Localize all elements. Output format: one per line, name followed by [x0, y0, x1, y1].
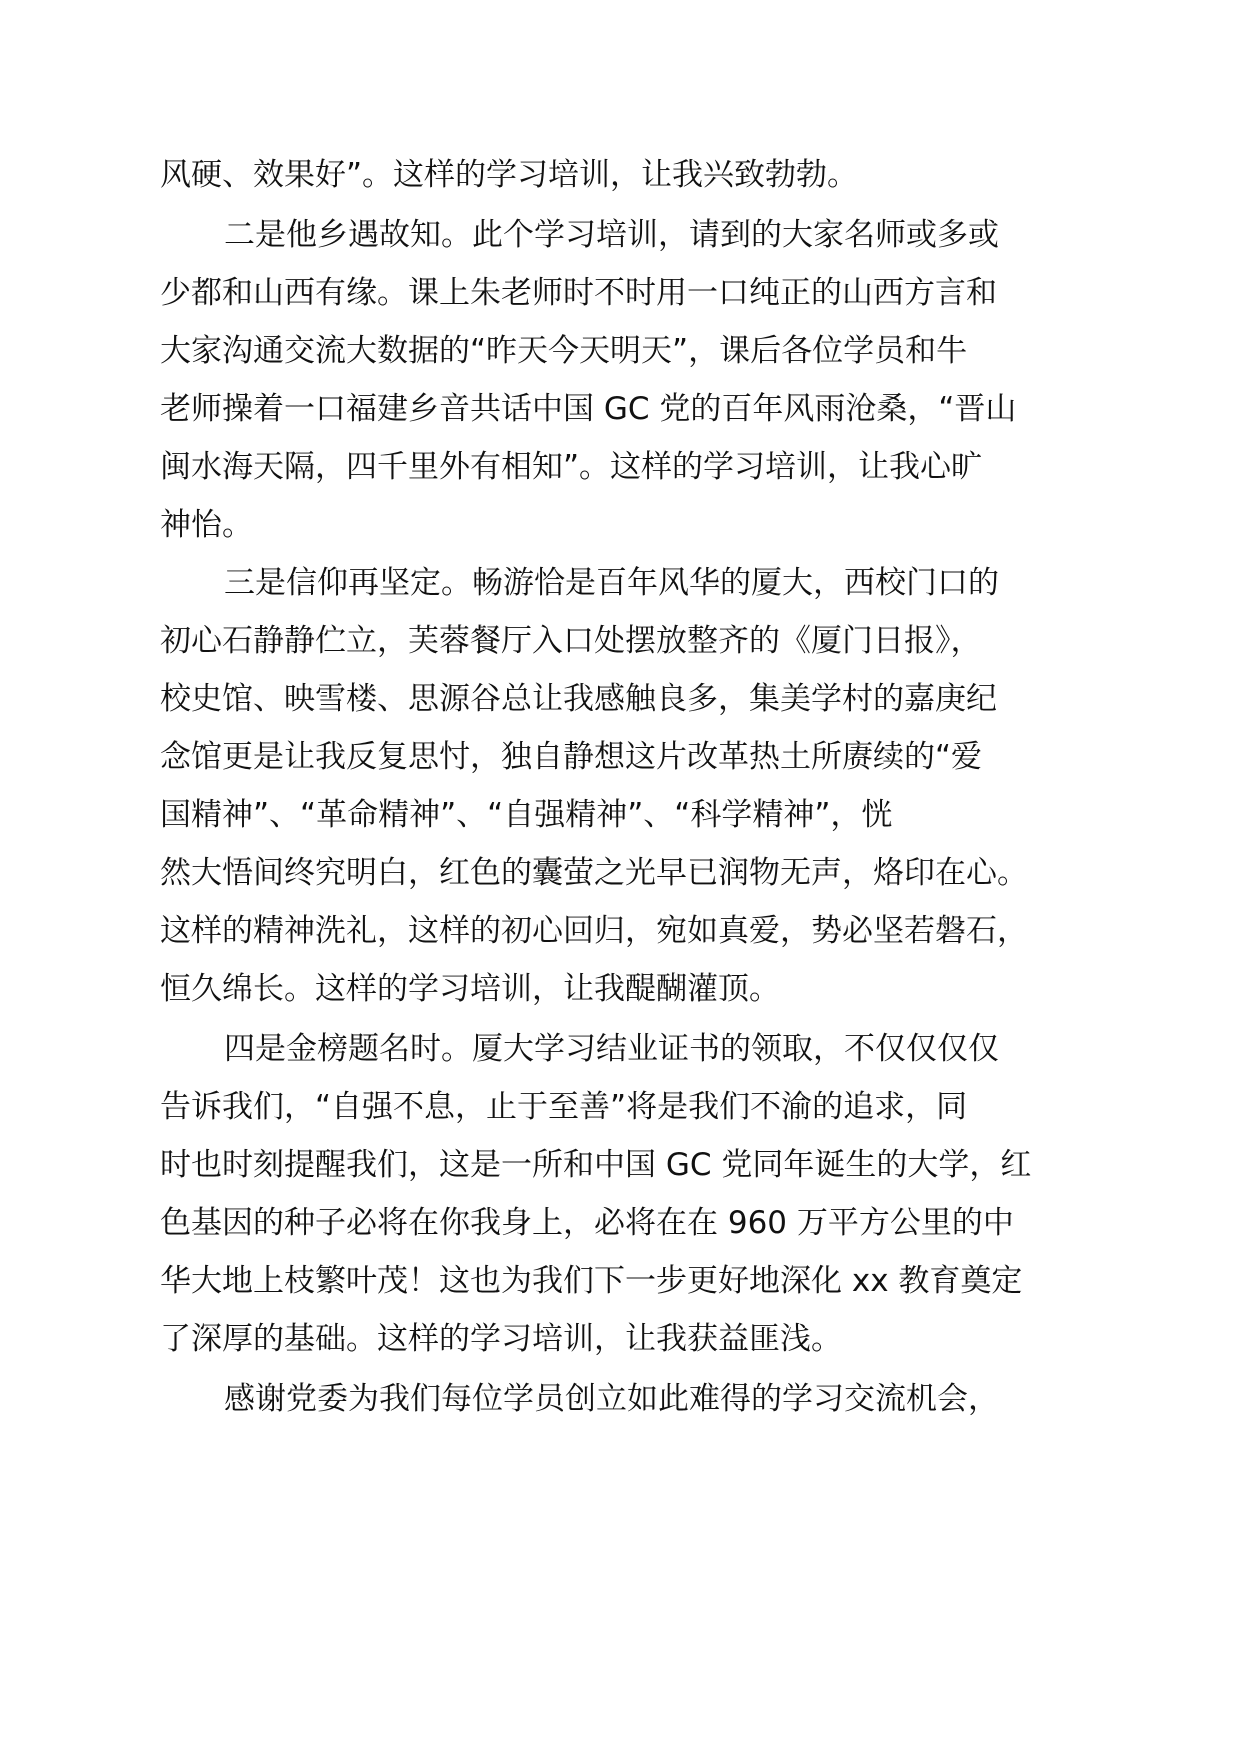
text-line: 色基因的种子必将在你我身上，必将在在 960 万平方公里的中 [160, 1205, 1014, 1241]
text-line: 了深厚的基础。这样的学习培训，让我获益匪浅。 [160, 1321, 842, 1357]
paragraph-start-line: 感谢党委为我们每位学员创立如此难得的学习交流机会， [224, 1381, 999, 1417]
text-line: 大家沟通交流大数据的“昨天今天明天”，课后各位学员和牛 [160, 333, 968, 369]
text-line: 初心石静静伫立，芙蓉餐厅入口处摆放整齐的《厦门日报》， [160, 623, 982, 659]
text-line: 时也时刻提醒我们，这是一所和中国 GC 党同年诞生的大学，红 [160, 1147, 1032, 1183]
text-line: 校史馆、映雪楼、思源谷总让我感触良多，集美学村的嘉庚纪 [160, 681, 997, 717]
text-line: 神怡。 [160, 507, 253, 543]
text-line: 闽水海天隔，四千里外有相知”。这样的学习培训，让我心旷 [160, 449, 983, 485]
text-line: 国精神”、“革命精神”、“自强精神”、“科学精神”，恍 [160, 797, 893, 833]
text-line: 恒久绵长。这样的学习培训，让我醍醐灌顶。 [160, 971, 780, 1007]
paragraph-start-line: 四是金榜题名时。厦大学习结业证书的领取，不仅仅仅仅 [224, 1031, 999, 1067]
text-line: 然大悟间终究明白，红色的囊萤之光早已润物无声，烙印在心。 [160, 855, 1028, 891]
paragraph-start-line: 三是信仰再坚定。畅游恰是百年风华的厦大，西校门口的 [224, 565, 999, 601]
text-line: 少都和山西有缘。课上朱老师时不时用一口纯正的山西方言和 [160, 275, 997, 311]
text-line: 念馆更是让我反复思忖，独自静想这片改革热土所赓续的“爱 [160, 739, 983, 775]
paragraph-start-line: 二是他乡遇故知。此个学习培训，请到的大家名师或多或 [224, 217, 999, 253]
text-line: 华大地上枝繁叶茂！这也为我们下一步更好地深化 xx 教育奠定 [160, 1263, 1023, 1299]
text-line: 告诉我们，“自强不息，止于至善”将是我们不渝的追求，同 [160, 1089, 968, 1125]
text-line: 这样的精神洗礼，这样的初心回归，宛如真爱，势必坚若磐石， [160, 913, 1028, 949]
text-line: 风硬、效果好”。这样的学习培训，让我兴致勃勃。 [160, 157, 859, 193]
text-line: 老师操着一口福建乡音共话中国 GC 党的百年风雨沧桑，“晋山 [160, 391, 1017, 427]
